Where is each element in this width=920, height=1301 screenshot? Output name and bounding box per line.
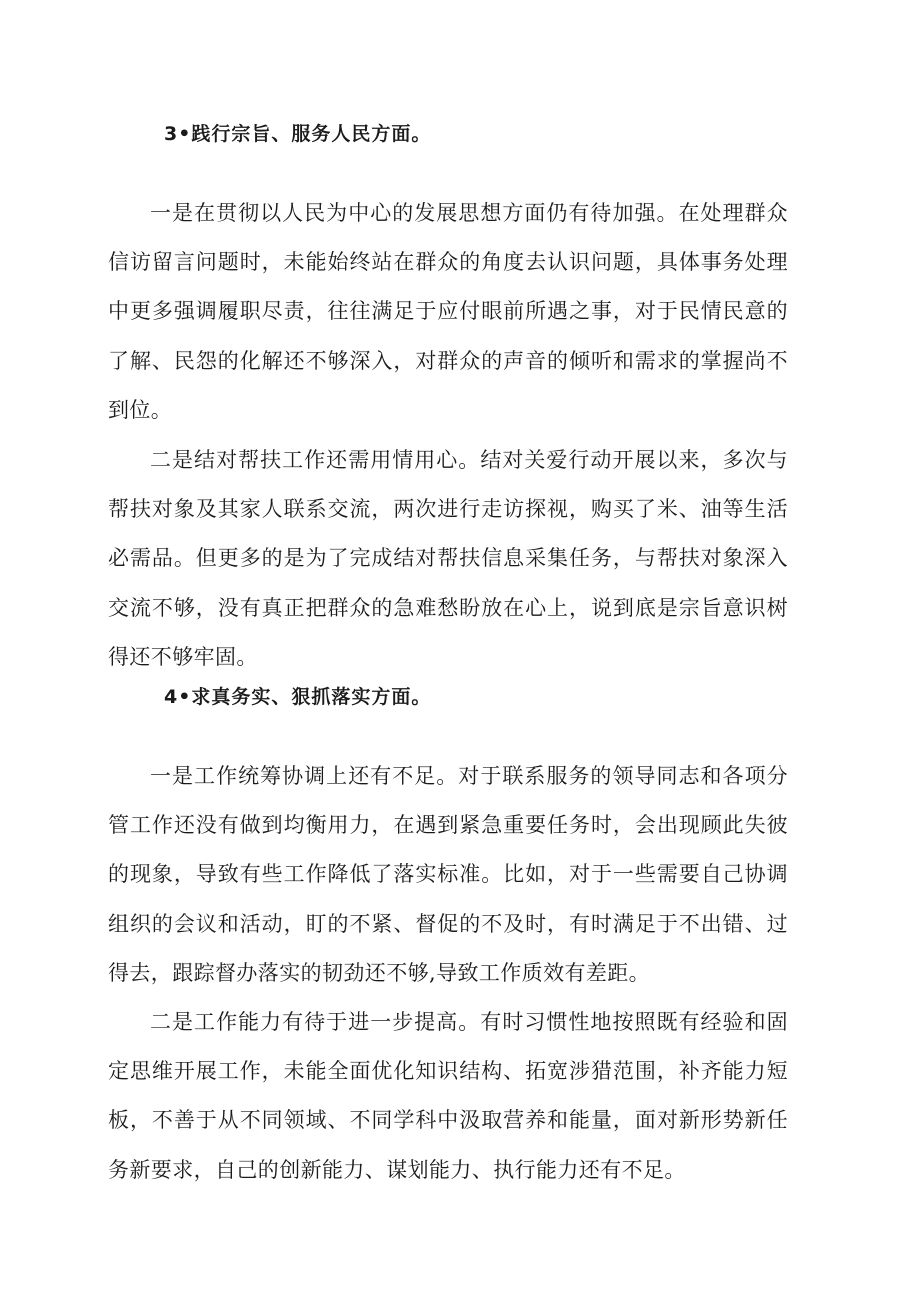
- section-heading-3: 3•践行宗旨、服务人民方面。: [164, 123, 432, 145]
- paragraph-service-thought: 一是在贯彻以人民为中心的发展思想方面仍有待加强。在处理群众信访留言问题时，未能始终站在群众的角度去认识问题，具体事务处理中更多强调履职尽责，往往满足于应付眼前所遇之事，对于民情民意的了解、民怨的化解还不够深入，对群众的声音的倾听和需求的掌握尚不到位。: [108, 201, 788, 422]
- paragraph-assistance-work: 二是结对帮扶工作还需用情用心。结对关爱行动开展以来，多次与帮扶对象及其家人联系交流，两次进行走访探视，购买了米、油等生活必需品。但更多的是为了完成结对帮扶信息采集任务，与帮扶对象深入交流不够，没有真正把群众的急难愁盼放在心上，说到底是宗旨意识树得还不够牢固。: [108, 448, 788, 669]
- paragraph-coordination: 一是工作统筹协调上还有不足。对于联系服务的领导同志和各项分管工作还没有做到均衡用力，在遇到紧急重要任务时，会出现顾此失彼的现象，导致有些工作降低了落实标准。比如，对于一些需要自己协调组织的会议和活动，盯的不紧、督促的不及时，有时满足于不出错、过得去，跟踪督办落实的韧劲还不够,导致工作质效有差距。: [108, 764, 788, 985]
- section-heading-4: 4•求真务实、狠抓落实方面。: [164, 686, 432, 708]
- paragraph-ability: 二是工作能力有待于进一步提高。有时习惯性地按照既有经验和固定思维开展工作，未能全面优化知识结构、拓宽涉猎范围，补齐能力短板，不善于从不同领域、不同学科中汲取营养和能量，面对新形势新任务新要求，自己的创新能力、谋划能力、执行能力还有不足。: [108, 1010, 788, 1182]
